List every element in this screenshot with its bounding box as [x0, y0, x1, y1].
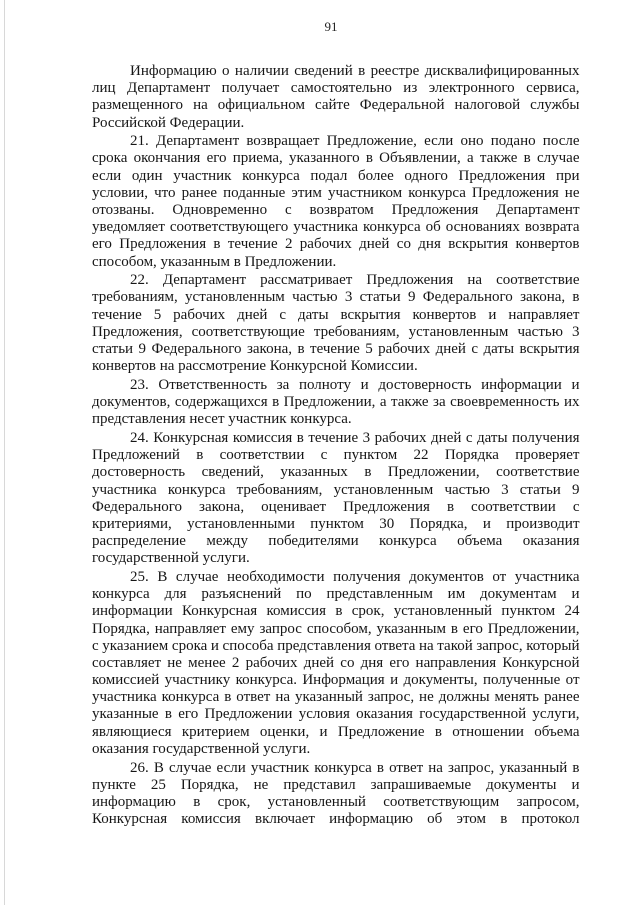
text-line: Предложений в соответствии с пунктом 22 Порядка проверяет [92, 447, 580, 464]
text-line: Предложения, соответствующие требованиям, установленным частью 3 [92, 323, 580, 340]
paragraph-25 [92, 569, 580, 758]
text-line: документов, содержащихся в Предложении, а также за своевременность их [92, 394, 580, 411]
paragraph-22 [92, 272, 580, 375]
text-line: 24. Конкурсная комиссия в течение 3 рабочих дней с даты получения [130, 429, 580, 446]
paragraph-24 [92, 430, 580, 568]
text-line: размещенного на официальном сайте Федеральной налоговой службы [92, 97, 580, 114]
text-line: пункте 25 Порядка, не представил запрашиваемые документы и [92, 776, 580, 793]
text-line: информацию в срок, установленный соответствующим запросом, [92, 793, 580, 810]
text-line: условии, что ранее поданные этим участником конкурса Предложения не [92, 184, 580, 201]
text-line: указанные в его Предложении условия оказания государственной услуги, [92, 706, 580, 723]
paragraph-21 [92, 133, 580, 271]
text-line: Российской Федерации. [92, 114, 245, 131]
text-line: конвертов на рассмотрение Конкурсной Комиссии. [92, 358, 418, 375]
text-line: распределение между победителями конкурса объема оказания [92, 533, 580, 550]
text-line: его Предложения в течение 2 рабочих дней со дня вскрытия конвертов [92, 236, 580, 253]
text-line: способом, указанным в Предложении. [92, 253, 337, 270]
scan-edge-line [4, 0, 5, 905]
text-line: Конкурсная комиссия включает информацию об этом в протокол [92, 811, 580, 828]
text-line: государственной услуги. [92, 550, 250, 567]
paragraph-intro [92, 63, 580, 132]
text-line: статьи 9 Федерального закона, в течение 5 рабочих дней с даты вскрытия [92, 341, 580, 357]
text-line: течение 5 рабочих дней с даты вскрытия конвертов и направляет [92, 306, 580, 323]
text-line: являющиеся критерием оценки, и Предложение в отношении объема [92, 723, 580, 740]
document-body [92, 63, 580, 828]
text-line: составляет не менее 2 рабочих дней со дня его направления Конкурсной [92, 654, 580, 671]
text-line: 21. Департамент возвращает Предложение, если оно подано после [130, 133, 580, 150]
text-line: отозваны. Одновременно с возвратом Предложения Департамент [92, 202, 580, 218]
text-line: критериями, установленными пунктом 30 Порядка, и производит [92, 515, 580, 532]
text-line: комиссией участнику конкурса. Информация и документы, полученные от [92, 672, 580, 689]
text-line: срока окончания его приема, указанного в Объявлении, а также в случае [92, 150, 580, 167]
page-number: 91 [324, 19, 338, 34]
text-line: представления несет участник конкурса. [92, 411, 352, 428]
text-line: если один участник конкурса подал более одного Предложения при [92, 167, 580, 184]
paragraph-23 [92, 377, 580, 429]
text-line: конкурса для разъяснений по представленным им документам и [92, 586, 580, 603]
text-line: 26. В случае если участник конкурса в ответ на запрос, указанный в [130, 759, 580, 776]
text-line: Федерального закона, оценивает Предложения в соответствии с [92, 498, 580, 515]
text-line: информации Конкурсная комиссия в срок, установленный пунктом 24 [92, 603, 580, 620]
text-line: оказания государственной услуги. [92, 740, 311, 757]
text-line: участника конкурса в ответ на указанный запрос, не должны менять ранее [92, 689, 580, 706]
text-line: 22. Департамент рассматривает Предложения на соответствие [130, 272, 580, 289]
text-line: участника конкурса требованиям, установленным частью 3 статьи 9 [92, 481, 580, 498]
text-line: 23. Ответственность за полноту и достоверность информации и [130, 376, 580, 393]
text-line: с указанием срока и способа представления ответа на такой запрос, который [92, 637, 580, 654]
text-line: Порядка, направляет ему запрос способом, указанным в его Предложении, [92, 620, 580, 637]
text-line: Информацию о наличии сведений в реестре дисквалифицированных [130, 63, 580, 79]
paragraph-26 [92, 760, 580, 829]
text-line: лиц Департамент получает самостоятельно из электронного сервиса, [92, 80, 580, 97]
text-line: уведомляет соответствующего участника конкурса об основаниях возврата [92, 219, 580, 236]
text-line: достоверность сведений, указанных в Предложении, соответствие [92, 464, 580, 481]
text-line: 25. В случае необходимости получения документов от участника [130, 568, 580, 585]
text-line: требованиям, установленным частью 3 статьи 9 Федерального закона, в [92, 289, 580, 306]
